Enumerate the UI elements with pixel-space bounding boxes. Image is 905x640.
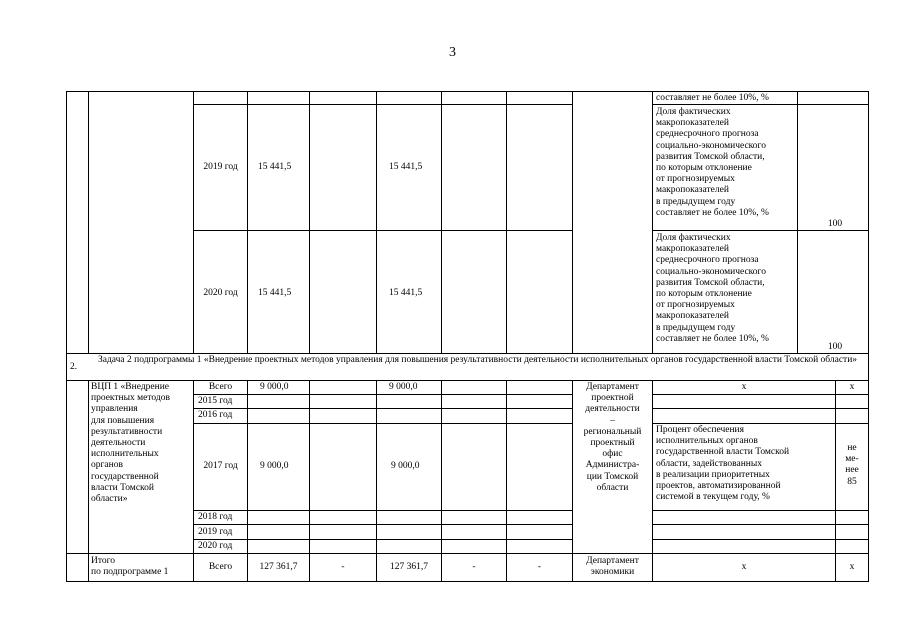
budget-cell: 15 441,5 xyxy=(389,288,423,298)
indicator-x: х xyxy=(741,562,747,572)
task-title: Задача 2 подпрограммы 1 «Внедрение проектных методов управления для повышения результативности деятельности исполнительных органов государственной власти Томской области» xyxy=(98,355,858,365)
budget-cell: 15 441,5 xyxy=(389,162,423,172)
total-cell: 15 441,5 xyxy=(258,162,292,172)
year-cell: 2020 год xyxy=(203,288,238,298)
budget-cell: 9 000,0 xyxy=(389,382,418,392)
responsible-department: Департамент проектной деятельности – региональный проектный офис Администра- ции Томской области xyxy=(583,382,642,493)
indicator-value: 100 xyxy=(827,342,843,352)
budget-cell: 9 000,0 xyxy=(391,461,420,471)
year-cell: Всего xyxy=(208,562,233,572)
total-cell: 9 000,0 xyxy=(260,461,289,471)
local-cell: - xyxy=(472,562,476,572)
program-name: ВЦП 1 «Внедрение проектных методов управления для повышения результативности деятельности исполнительных органов государственной власти Томской области» xyxy=(91,382,170,505)
other-cell: - xyxy=(537,562,542,572)
year-cell: 2019 год xyxy=(203,162,238,172)
page-number: 3 xyxy=(449,45,456,60)
indicator-text: Доля фактических макропоказателей среднесрочного прогноза социально-экономического развития Томской области, по которым отклонение от прогнозируемых макропоказателей в предыдущем году составляет не более 10%, % xyxy=(656,233,769,344)
indicator-value: 100 xyxy=(827,219,843,229)
value-x: х xyxy=(849,382,855,392)
total-cell: 15 441,5 xyxy=(258,288,292,298)
year-cell: 2018 год xyxy=(198,512,233,522)
subtotal-label: Итого по подпрограмме 1 xyxy=(91,556,169,578)
task-number: 2. xyxy=(70,362,78,372)
year-cell: 2017 год xyxy=(203,461,238,471)
year-cell: 2020 год xyxy=(198,541,233,551)
indicator-continuation: составляет не более 10%, % xyxy=(656,93,769,103)
indicator-value: не ме- нее 85 xyxy=(845,443,859,487)
indicator-x: х xyxy=(741,382,747,392)
indicator-text: Процент обеспечения исполнительных органов государственной власти Томской области, задействованных в реализации приоритетных проектов, автоматизированной системой в текущем году, % xyxy=(656,425,790,503)
year-cell: 2015 год xyxy=(198,396,233,406)
indicator-text: Доля фактических макропоказателей среднесрочного прогноза социально-экономического развития Томской области, по которым отклонение от прогнозируемых макропоказателей в предыдущем году составляет не более 10%, % xyxy=(656,107,769,218)
year-cell: 2016 год xyxy=(198,410,233,420)
total-cell: 9 000,0 xyxy=(260,382,289,392)
budget-cell: 127 361,7 xyxy=(390,562,428,572)
value-x: х xyxy=(849,562,855,572)
responsible-department: Департамент экономики xyxy=(586,556,639,578)
total-cell: 127 361,7 xyxy=(259,562,298,572)
year-cell: Всего xyxy=(208,382,233,392)
federal-cell: - xyxy=(341,562,345,572)
year-cell: 2019 год xyxy=(198,527,233,537)
